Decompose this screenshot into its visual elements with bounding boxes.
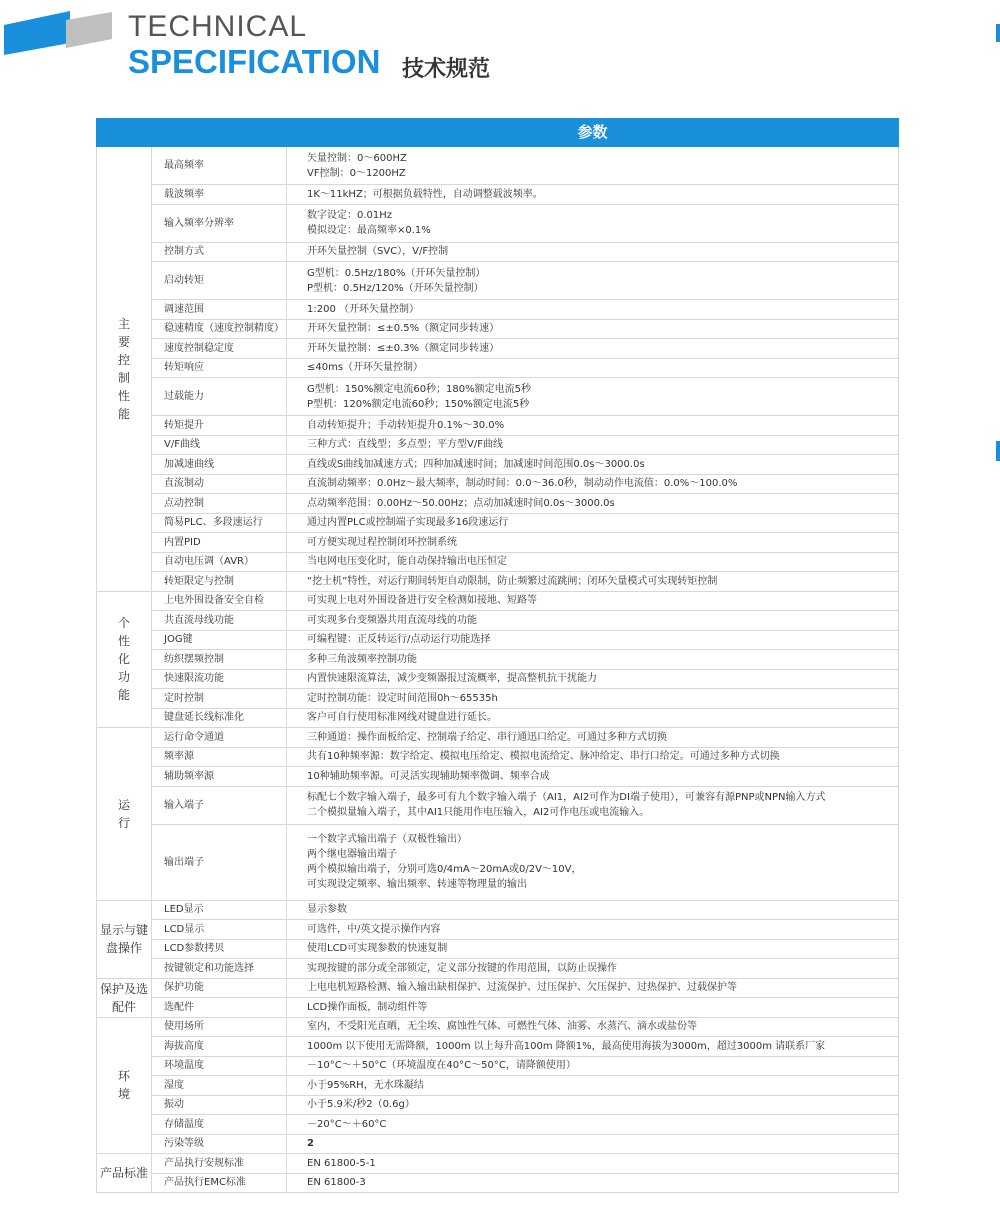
parameter-value bbox=[287, 708, 899, 728]
table-row bbox=[97, 242, 899, 262]
parameter-value bbox=[287, 1095, 899, 1115]
parameter-name: 稳速精度（速度控制精度） bbox=[152, 319, 287, 339]
value-line: 客户可自行使用标准网线对键盘进行延长。 bbox=[307, 712, 497, 724]
parameter-name: 加减速曲线 bbox=[152, 455, 287, 475]
parameter-name: 快速限流功能 bbox=[152, 669, 287, 689]
parameter-name: 按键锁定和功能选择 bbox=[152, 959, 287, 979]
table-row bbox=[97, 900, 899, 920]
parameter-value bbox=[287, 1173, 899, 1193]
parameter-name: 选配件 bbox=[152, 998, 287, 1018]
parameter-value bbox=[287, 474, 899, 494]
parameter-value bbox=[287, 378, 899, 416]
header-decoration bbox=[0, 0, 120, 60]
table-row bbox=[97, 378, 899, 416]
edge-marker-top bbox=[996, 24, 1000, 42]
parameter-value bbox=[287, 204, 899, 242]
category-label: 个性化功能 bbox=[117, 616, 130, 703]
table-row bbox=[97, 262, 899, 300]
parameter-name: 运行命令通道 bbox=[152, 728, 287, 748]
category-label: 产品标准 bbox=[99, 1166, 148, 1180]
value-line: 1:200 （开环矢量控制） bbox=[307, 303, 419, 315]
parameter-value bbox=[287, 786, 899, 824]
table-row bbox=[97, 669, 899, 689]
parameter-name: 速度控制稳定度 bbox=[152, 339, 287, 359]
parameter-name: 启动转矩 bbox=[152, 262, 287, 300]
title-chinese: 技术规范 bbox=[402, 57, 491, 82]
parameter-value bbox=[287, 747, 899, 767]
table-row bbox=[97, 1115, 899, 1135]
table-row bbox=[97, 572, 899, 592]
value-line: 当电网电压变化时，能自动保持输出电压恒定 bbox=[307, 556, 507, 568]
table-row bbox=[97, 474, 899, 494]
parameter-name: JOG键 bbox=[152, 630, 287, 650]
parameter-value bbox=[287, 435, 899, 455]
value-line: 可实现上电对外围设备进行安全检测如接地、短路等 bbox=[307, 595, 537, 607]
category-cell bbox=[97, 147, 152, 592]
table-row bbox=[97, 494, 899, 514]
header-blank bbox=[152, 119, 287, 147]
parameter-value bbox=[287, 1076, 899, 1096]
table-row bbox=[97, 708, 899, 728]
parameter-name: 频率源 bbox=[152, 747, 287, 767]
parameter-value bbox=[287, 728, 899, 748]
parameter-name: 产品执行安规标准 bbox=[152, 1154, 287, 1174]
value-line: 开环矢量控制：≤±0.5%（额定同步转速） bbox=[307, 323, 500, 335]
parameter-value bbox=[287, 455, 899, 475]
parameter-name: 点动控制 bbox=[152, 494, 287, 514]
parameter-value bbox=[287, 1154, 899, 1174]
value-line: EN 61800-5-1 bbox=[307, 1157, 376, 1169]
title-english-line2: SPECIFICATION bbox=[128, 43, 381, 80]
value-line: 显示参数 bbox=[307, 904, 347, 916]
value-line: EN 61800-3 bbox=[307, 1177, 366, 1189]
value-line: 小于95%RH，无水珠凝结 bbox=[307, 1079, 424, 1091]
parameter-name: 环境温度 bbox=[152, 1056, 287, 1076]
parameter-name: 上电外围设备安全自检 bbox=[152, 591, 287, 611]
value-line: 1K～11kHZ；可根据负载特性，自动调整载波频率。 bbox=[307, 188, 543, 200]
category-cell bbox=[97, 591, 152, 728]
value-line: 上电电机短路检测、输入输出缺相保护、过流保护、过压保护、欠压保护、过热保护、过载保护等 bbox=[307, 982, 737, 994]
value-line: 模拟设定：最高频率×0.1% bbox=[307, 225, 431, 236]
table-row bbox=[97, 533, 899, 553]
value-line: 直线或S曲线加减速方式；四种加减速时间；加减速时间范围0.0s～3000.0s bbox=[307, 458, 645, 470]
parameter-name: 直流制动 bbox=[152, 474, 287, 494]
parameter-name: LCD参数拷贝 bbox=[152, 939, 287, 959]
parameter-name: 最高频率 bbox=[152, 147, 287, 185]
table-row bbox=[97, 1095, 899, 1115]
table-row bbox=[97, 786, 899, 824]
value-line: 可选件，中/英文提示操作内容 bbox=[307, 923, 441, 935]
value-line: 标配七个数字输入端子，最多可有九个数字输入端子（AI1，AI2可作为DI端子使用），可兼容有源PNP或NPN输入方式 bbox=[307, 792, 826, 803]
parameter-value bbox=[287, 513, 899, 533]
parameter-name: 湿度 bbox=[152, 1076, 287, 1096]
parameter-name: 输入频率分辨率 bbox=[152, 204, 287, 242]
table-row bbox=[97, 1134, 899, 1154]
value-line: G型机：0.5Hz/180%（开环矢量控制） bbox=[307, 267, 486, 279]
parameter-value bbox=[287, 572, 899, 592]
parameter-name: 纺织摆频控制 bbox=[152, 650, 287, 670]
parameter-name: 辅助频率源 bbox=[152, 767, 287, 787]
value-line: 实现按键的部分或全部锁定，定义部分按键的作用范围，以防止误操作 bbox=[307, 962, 617, 974]
table-row bbox=[97, 455, 899, 475]
category-cell bbox=[97, 978, 152, 1017]
parameter-value bbox=[287, 998, 899, 1018]
parameter-value bbox=[287, 630, 899, 650]
parameter-name: 控制方式 bbox=[152, 242, 287, 262]
title-english-line1: TECHNICAL bbox=[128, 10, 308, 43]
value-line: 一个数字式输出端子（双极性输出） bbox=[307, 834, 467, 845]
value-line: 可方便实现过程控制闭环控制系统 bbox=[307, 536, 457, 548]
value-line: －20°C～＋60°C bbox=[307, 1118, 387, 1130]
spec-table-body bbox=[97, 147, 899, 1193]
value-line: 两个继电器输出端子 bbox=[307, 849, 397, 860]
parameter-name: 过载能力 bbox=[152, 378, 287, 416]
parameter-value bbox=[287, 591, 899, 611]
parameter-value bbox=[287, 319, 899, 339]
parameter-name: 转矩提升 bbox=[152, 416, 287, 436]
parameter-value bbox=[287, 339, 899, 359]
parameter-value bbox=[287, 147, 899, 185]
value-line: 数字设定：0.01Hz bbox=[307, 210, 393, 221]
table-row bbox=[97, 767, 899, 787]
parameter-name: 振动 bbox=[152, 1095, 287, 1115]
table-row bbox=[97, 611, 899, 631]
table-row bbox=[97, 1056, 899, 1076]
parameter-value bbox=[287, 1134, 899, 1154]
parameter-value bbox=[287, 494, 899, 514]
value-line: 可编程键：正反转运行/点动运行功能选择 bbox=[307, 634, 491, 646]
parameter-name: 共直流母线功能 bbox=[152, 611, 287, 631]
parameter-value bbox=[287, 939, 899, 959]
value-line: 共有10种频率源：数字给定、模拟电压给定、模拟电流给定、脉冲给定、串行口给定。可通过多种方式切换 bbox=[307, 751, 780, 763]
value-line: 可实现多台变频器共用直流母线的功能 bbox=[307, 614, 477, 626]
table-row bbox=[97, 689, 899, 709]
value-line: 开环矢量控制（SVC），V/F控制 bbox=[307, 246, 449, 258]
value-line: 自动转矩提升；手动转矩提升0.1%～30.0% bbox=[307, 419, 505, 431]
value-line: 开环矢量控制：≤±0.3%（额定同步转速） bbox=[307, 342, 500, 354]
parameter-value bbox=[287, 900, 899, 920]
parameter-value bbox=[287, 358, 899, 378]
category-cell bbox=[97, 728, 152, 901]
category-label: 运行 bbox=[117, 797, 130, 830]
parameter-value bbox=[287, 669, 899, 689]
table-row bbox=[97, 728, 899, 748]
table-row bbox=[97, 1017, 899, 1037]
category-label: 显示与键盘操作 bbox=[99, 923, 148, 955]
table-row bbox=[97, 416, 899, 436]
value-line: 10种辅助频率源。可灵活实现辅助频率微调、频率合成 bbox=[307, 770, 550, 782]
parameter-value bbox=[287, 185, 899, 205]
value-line: －10°C～＋50°C（环境温度在40°C～50°C，请降额使用） bbox=[307, 1060, 576, 1072]
value-line: 可实现设定频率、输出频率、转速等物理量的输出 bbox=[307, 879, 527, 890]
category-label: 保护及选配件 bbox=[99, 981, 148, 1014]
table-row bbox=[97, 513, 899, 533]
parameter-name: 产品执行EMC标准 bbox=[152, 1173, 287, 1193]
value-line: 通过内置PLC或控制端子实现最多16段速运行 bbox=[307, 517, 509, 529]
table-row bbox=[97, 978, 899, 998]
parameter-name: 使用场所 bbox=[152, 1017, 287, 1037]
value-line: “挖土机”特性，对运行期间转矩自动限制，防止频繁过流跳闸；闭环矢量模式可实现转矩控制 bbox=[307, 575, 718, 587]
parameter-value bbox=[287, 300, 899, 320]
parameter-value bbox=[287, 959, 899, 979]
value-line: G型机：150%额定电流60秒；180%额定电流5秒 bbox=[307, 383, 532, 395]
table-row bbox=[97, 1037, 899, 1057]
parameter-name: 简易PLC、多段速运行 bbox=[152, 513, 287, 533]
parameter-name: 自动电压调（AVR） bbox=[152, 552, 287, 572]
value-line: 三种方式：直线型；多点型；平方型V/F曲线 bbox=[307, 439, 503, 451]
table-row bbox=[97, 552, 899, 572]
value-line: 直流制动频率：0.0Hz～最大频率，制动时间：0.0～36.0秒，制动动作电流值：0.0%～100.0% bbox=[307, 478, 738, 490]
value-line: 二个模拟量输入端子，其中AI1只能用作电压输入，AI2可作电压或电流输入。 bbox=[307, 807, 650, 818]
parameter-value bbox=[287, 1017, 899, 1037]
value-line: 1000m 以下使用无需降额，1000m 以上每升高100m 降额1%，最高使用海拔为3000m，超过3000m 请联系厂家 bbox=[307, 1040, 826, 1052]
parameter-name: 存储温度 bbox=[152, 1115, 287, 1135]
table-row bbox=[97, 1173, 899, 1193]
parameter-name: LCD显示 bbox=[152, 920, 287, 940]
parameter-value bbox=[287, 416, 899, 436]
table-row bbox=[97, 920, 899, 940]
category-cell bbox=[97, 1017, 152, 1154]
category-label: 环境 bbox=[117, 1069, 130, 1102]
parameter-value bbox=[287, 1115, 899, 1135]
table-row bbox=[97, 1154, 899, 1174]
header-parameters: 参数 bbox=[287, 119, 899, 147]
parameter-name: 输入端子 bbox=[152, 786, 287, 824]
parameter-name: LED显示 bbox=[152, 900, 287, 920]
parameter-value bbox=[287, 767, 899, 787]
table-row bbox=[97, 147, 899, 185]
value-line: 室内，不受阳光直晒，无尘埃、腐蚀性气体、可燃性气体、油雾、水蒸汽、滴水或盐份等 bbox=[307, 1021, 697, 1033]
table-header-row bbox=[97, 119, 899, 147]
parameter-value bbox=[287, 242, 899, 262]
parameter-value bbox=[287, 1037, 899, 1057]
table-row bbox=[97, 630, 899, 650]
value-line: 三种通道：操作面板给定、控制端子给定、串行通迅口给定。可通过多种方式切换 bbox=[307, 731, 667, 743]
value-line: 两个模拟输出端子，分别可选0/4mA～20mA或0/2V～10V， bbox=[307, 864, 582, 875]
table-row bbox=[97, 747, 899, 767]
table-row bbox=[97, 939, 899, 959]
table-row bbox=[97, 204, 899, 242]
category-label: 主要控制性能 bbox=[117, 316, 130, 421]
table-row bbox=[97, 1076, 899, 1096]
edge-marker-middle bbox=[996, 441, 1000, 461]
parameter-value bbox=[287, 262, 899, 300]
parameter-name: V/F曲线 bbox=[152, 435, 287, 455]
value-line: 小于5.9米/秒2（0.6g） bbox=[307, 1099, 415, 1111]
parameter-name: 输出端子 bbox=[152, 824, 287, 900]
parameter-value bbox=[287, 978, 899, 998]
value-line: P型机：120%额定电流60秒；150%额定电流5秒 bbox=[307, 398, 530, 410]
parameter-name: 调速范围 bbox=[152, 300, 287, 320]
value-line: VF控制：0～1200HZ bbox=[307, 167, 406, 179]
table-row bbox=[97, 650, 899, 670]
parameter-name: 载波频率 bbox=[152, 185, 287, 205]
table-row bbox=[97, 591, 899, 611]
value-line: LCD操作面板，制动组件等 bbox=[307, 1001, 428, 1013]
value-line: 内置快速限流算法，减少变频器报过流概率，提高整机抗干扰能力 bbox=[307, 673, 597, 685]
parameter-name: 内置PID bbox=[152, 533, 287, 553]
value-line: P型机：0.5Hz/120%（开环矢量控制） bbox=[307, 282, 484, 294]
parameter-value bbox=[287, 611, 899, 631]
table-row bbox=[97, 339, 899, 359]
table-row bbox=[97, 959, 899, 979]
table-row bbox=[97, 300, 899, 320]
value-line: ≤40ms（开环矢量控制） bbox=[307, 362, 424, 374]
parameter-value bbox=[287, 533, 899, 553]
table-row bbox=[97, 435, 899, 455]
header-blank bbox=[97, 119, 152, 147]
parameter-name: 转矩限定与控制 bbox=[152, 572, 287, 592]
value-line: 矢量控制：0～600HZ bbox=[307, 152, 407, 164]
parameter-name: 保护功能 bbox=[152, 978, 287, 998]
parameter-value bbox=[287, 650, 899, 670]
category-cell bbox=[97, 900, 152, 978]
table-row bbox=[97, 998, 899, 1018]
value-line: 2 bbox=[307, 1138, 314, 1150]
table-row bbox=[97, 185, 899, 205]
table-row bbox=[97, 824, 899, 900]
value-line: 使用LCD可实现参数的快速复制 bbox=[307, 943, 448, 955]
parameter-value bbox=[287, 920, 899, 940]
parameter-value bbox=[287, 1056, 899, 1076]
parameter-value bbox=[287, 824, 899, 900]
parameter-name: 污染等级 bbox=[152, 1134, 287, 1154]
parameter-value bbox=[287, 552, 899, 572]
value-line: 定时控制功能：设定时间范围0h～65535h bbox=[307, 692, 498, 704]
parameter-name: 定时控制 bbox=[152, 689, 287, 709]
table-row bbox=[97, 358, 899, 378]
value-line: 多种三角波频率控制功能 bbox=[307, 653, 417, 665]
table-row bbox=[97, 319, 899, 339]
value-line: 点动频率范围：0.00Hz～50.00Hz；点动加减速时间0.0s～3000.0s bbox=[307, 497, 615, 509]
parameter-name: 海拔高度 bbox=[152, 1037, 287, 1057]
spec-table bbox=[96, 118, 899, 1193]
parameter-value bbox=[287, 689, 899, 709]
parameter-name: 键盘延长线标准化 bbox=[152, 708, 287, 728]
parameter-name: 转矩响应 bbox=[152, 358, 287, 378]
category-cell bbox=[97, 1154, 152, 1193]
